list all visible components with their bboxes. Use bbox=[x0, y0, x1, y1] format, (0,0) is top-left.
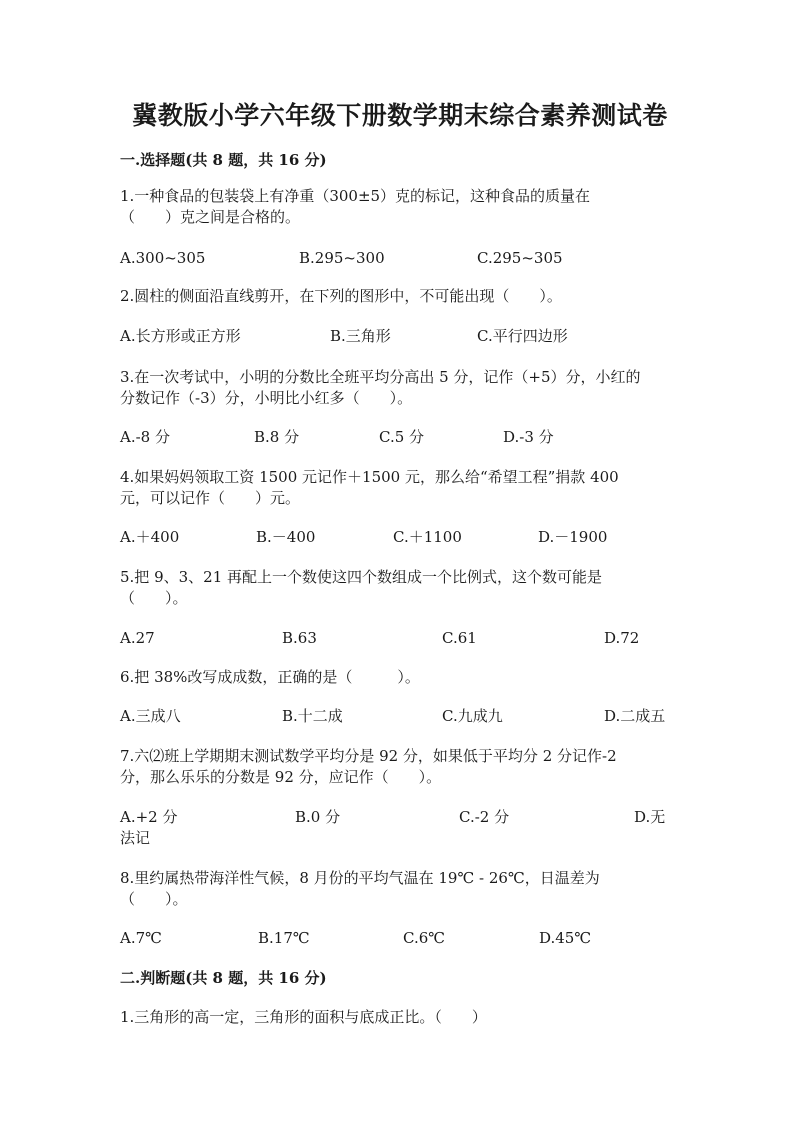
option-d[interactable]: D.无 bbox=[634, 808, 666, 826]
option-d[interactable]: D.－1900 bbox=[538, 528, 608, 546]
question-7-options bbox=[120, 807, 680, 847]
question-5 bbox=[120, 567, 680, 609]
question-8-line-1: 8.里约属热带海洋性气候，8 月份的平均气温在 19℃ - 26℃，日温差为 bbox=[120, 869, 600, 887]
question-6 bbox=[120, 667, 680, 688]
question-4-line-1: 4.如果妈妈领取工资 1500 元记作＋1500 元，那么给“希望工程”捐款 400 bbox=[120, 468, 619, 486]
section-heading-true-false: 二.判断题(共 8 题，共 16 分) bbox=[120, 969, 327, 987]
question-1-line-2: （ ）克之间是合格的。 bbox=[120, 208, 301, 226]
question-8 bbox=[120, 868, 680, 910]
option-a[interactable]: A.300~305 bbox=[120, 249, 206, 267]
option-d[interactable]: D.72 bbox=[604, 629, 640, 647]
judgement-question-1-line-1: 1.三角形的高一定，三角形的面积与底成正比。（ ） bbox=[120, 1008, 487, 1026]
question-7 bbox=[120, 746, 680, 788]
question-3-options bbox=[120, 427, 680, 448]
option-d[interactable]: D.45℃ bbox=[539, 929, 592, 947]
option-b[interactable]: B.三角形 bbox=[330, 327, 391, 345]
question-7-line-1: 7.六⑵班上学期期末测试数学平均分是 92 分，如果低于平均分 2 分记作-2 bbox=[120, 747, 617, 765]
option-d[interactable]: D.二成五 bbox=[604, 707, 666, 725]
option-c[interactable]: C.61 bbox=[442, 629, 477, 647]
question-1 bbox=[120, 186, 680, 228]
page-title: 冀教版小学六年级下册数学期末综合素养测试卷 bbox=[132, 101, 668, 130]
option-c[interactable]: C.5 分 bbox=[379, 428, 425, 446]
option-c[interactable]: C.-2 分 bbox=[459, 808, 510, 826]
option-a[interactable]: A.三成八 bbox=[120, 707, 181, 725]
option-b[interactable]: B.17℃ bbox=[258, 929, 310, 947]
option-d[interactable]: D.-3 分 bbox=[503, 428, 554, 446]
option-a[interactable]: A.27 bbox=[120, 629, 155, 647]
question-4-options bbox=[120, 527, 680, 548]
option-a[interactable]: A.-8 分 bbox=[120, 428, 170, 446]
question-8-line-2: （ ）。 bbox=[120, 890, 188, 908]
option-c[interactable]: C.平行四边形 bbox=[477, 327, 568, 345]
question-5-line-1: 5.把 9、3、21 再配上一个数使这四个数组成一个比例式，这个数可能是 bbox=[120, 568, 603, 586]
question-5-options bbox=[120, 628, 680, 649]
option-c[interactable]: C.九成九 bbox=[442, 707, 503, 725]
question-2-line-1: 2.圆柱的侧面沿直线剪开，在下列的图形中，不可能出现（ ）。 bbox=[120, 287, 562, 305]
option-a[interactable]: A.7℃ bbox=[120, 929, 162, 947]
option-c[interactable]: C.6℃ bbox=[403, 929, 446, 947]
question-2 bbox=[120, 286, 680, 307]
option-b[interactable]: B.0 分 bbox=[295, 808, 341, 826]
question-4 bbox=[120, 467, 680, 509]
option-b[interactable]: B.十二成 bbox=[282, 707, 343, 725]
question-7-line-2: 分，那么乐乐的分数是 92 分，应记作（ ）。 bbox=[120, 768, 442, 786]
option-c[interactable]: C.＋1100 bbox=[393, 528, 462, 546]
option-b[interactable]: B.295~300 bbox=[299, 249, 385, 267]
option-c[interactable]: C.295~305 bbox=[477, 249, 563, 267]
question-6-line-1: 6.把 38%改写成成数，正确的是（ ）。 bbox=[120, 668, 420, 686]
question-6-options bbox=[120, 706, 680, 727]
question-3-line-2: 分数记作（-3）分，小明比小红多（ ）。 bbox=[120, 389, 413, 407]
option-b[interactable]: B.8 分 bbox=[254, 428, 300, 446]
question-8-options bbox=[120, 928, 680, 949]
option-a[interactable]: A.+2 分 bbox=[120, 808, 178, 826]
option-b[interactable]: B.－400 bbox=[256, 528, 316, 546]
question-1-options bbox=[120, 248, 680, 269]
question-3 bbox=[120, 367, 680, 409]
question-4-line-2: 元，可以记作（ ）元。 bbox=[120, 489, 301, 507]
judgement-question-1 bbox=[120, 1007, 680, 1028]
option-a[interactable]: A.长方形或正方形 bbox=[120, 327, 241, 345]
question-1-line-1: 1.一种食品的包装袋上有净重（300±5）克的标记，这种食品的质量在 bbox=[120, 187, 591, 205]
option-a[interactable]: A.＋400 bbox=[120, 528, 180, 546]
option-b[interactable]: B.63 bbox=[282, 629, 317, 647]
question-2-options bbox=[120, 326, 680, 347]
question-3-line-1: 3.在一次考试中，小明的分数比全班平均分高出 5 分，记作（+5）分，小红的 bbox=[120, 368, 641, 386]
option-d-continuation: 法记 bbox=[120, 829, 151, 847]
section-heading-choice: 一.选择题(共 8 题，共 16 分) bbox=[120, 151, 327, 169]
question-5-line-2: （ ）。 bbox=[120, 589, 188, 607]
